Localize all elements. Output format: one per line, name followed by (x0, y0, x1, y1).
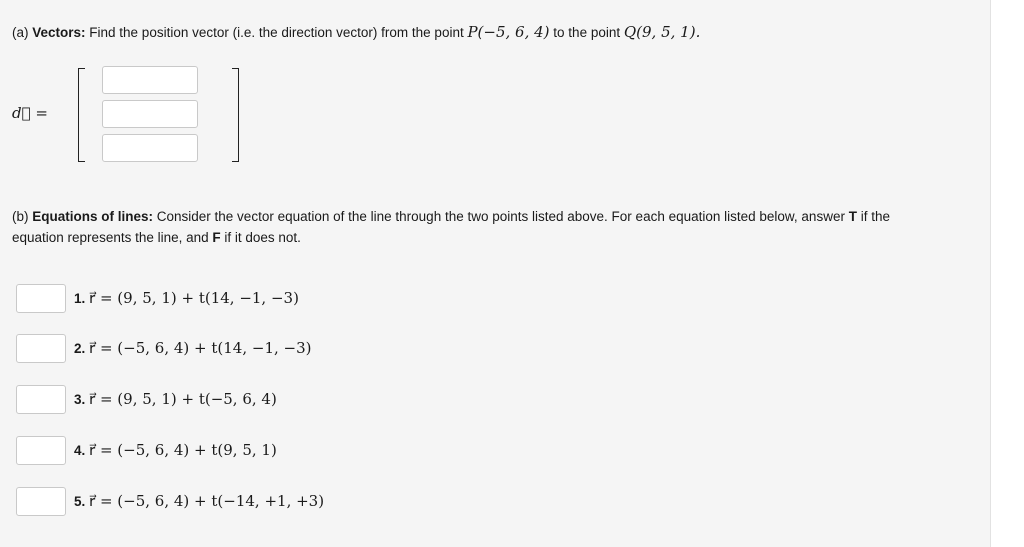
equation-5 (74, 490, 324, 513)
part-b-heading: Equations of lines: (32, 209, 154, 224)
equation-number: 5. (74, 494, 86, 509)
answer-input-4[interactable] (16, 436, 66, 465)
equation-expression: r⃗ = (−5, 6, 4) + t(−14, +1, +3) (89, 492, 325, 510)
answer-input-5[interactable] (16, 487, 66, 516)
true-letter: T (848, 209, 857, 224)
left-bracket (78, 68, 85, 162)
answer-input-2[interactable] (16, 334, 66, 363)
part-a-prompt (12, 22, 700, 43)
point-p: P(−5, 6, 4) (467, 23, 550, 41)
false-letter: F (212, 230, 221, 245)
part-b-prompt (12, 206, 972, 248)
part-a-prefix: (a) (12, 25, 33, 40)
equation-number: 2. (74, 341, 86, 356)
vector-d-label: d⃗ = (12, 104, 48, 122)
part-a-middle: to the point (549, 25, 624, 40)
vector-entry-3[interactable] (102, 134, 198, 162)
part-a-text: Find the position vector (i.e. the direction vector) from the point (85, 25, 468, 40)
part-b-text4: if it does not. (220, 230, 301, 245)
equation-number: 1. (74, 291, 86, 306)
part-b-prefix: (b) (12, 209, 33, 224)
equation-expression: r⃗ = (9, 5, 1) + t(14, −1, −3) (89, 289, 299, 307)
answer-input-3[interactable] (16, 385, 66, 414)
equation-expression: r⃗ = (−5, 6, 4) + t(14, −1, −3) (89, 339, 312, 357)
part-a-heading: Vectors: (32, 25, 86, 40)
right-bracket (232, 68, 239, 162)
vector-entry-2[interactable] (102, 100, 198, 128)
equation-expression: r⃗ = (−5, 6, 4) + t(9, 5, 1) (89, 441, 277, 459)
answer-input-1[interactable] (16, 284, 66, 313)
part-b-text1: Consider the vector equation of the line through the two points listed above. For each equation listed below, answer (153, 209, 849, 224)
equation-number: 4. (74, 443, 86, 458)
equation-4 (74, 439, 277, 462)
part-b-text2: if the (856, 209, 890, 224)
point-q: Q(9, 5, 1). (623, 23, 701, 41)
equation-3 (74, 388, 277, 411)
equation-1 (74, 287, 299, 310)
equation-number: 3. (74, 392, 86, 407)
equation-expression: r⃗ = (9, 5, 1) + t(−5, 6, 4) (89, 390, 277, 408)
equation-2 (74, 337, 312, 360)
part-b-text3: equation represents the line, and (12, 230, 213, 245)
vector-entry-1[interactable] (102, 66, 198, 94)
